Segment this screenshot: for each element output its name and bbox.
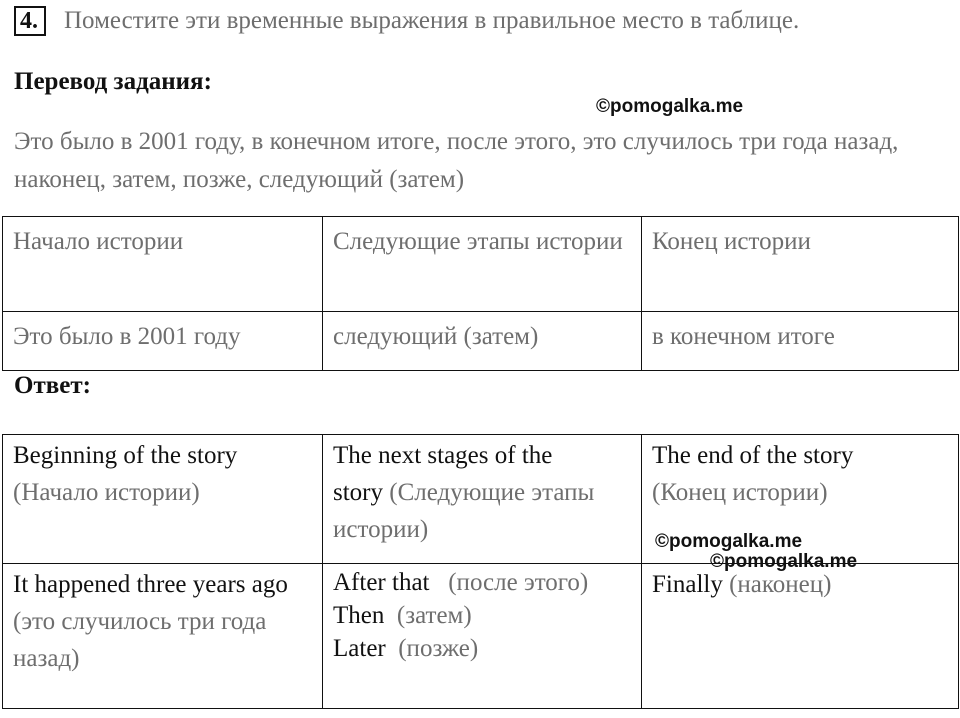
task-header — [14, 4, 799, 38]
cell-english: The next stages of the — [333, 442, 553, 469]
cell-english: Later — [333, 635, 386, 662]
answer-line — [333, 566, 631, 599]
translation-table — [2, 216, 959, 371]
cell-russian: (наконец) — [729, 571, 832, 598]
watermark: ©pomogalka.me — [596, 96, 744, 117]
table-cell — [323, 564, 642, 709]
table-row — [3, 435, 959, 564]
translation-text: Это было в 2001 году, в конечном итоге, после этого, это случилось три года назад, наконец, затем, позже, следующий (затем) — [14, 128, 899, 193]
table-cell: в конечном итоге — [642, 312, 959, 371]
answer-line — [333, 632, 631, 665]
cell-russian: (Начало истории) — [13, 479, 200, 506]
answer-line — [333, 599, 631, 632]
table-cell — [3, 564, 323, 709]
cell-russian: (после этого) — [448, 569, 589, 596]
cell-russian: (затем) — [396, 602, 472, 629]
table-cell: Это было в 2001 году — [3, 312, 323, 371]
translation-heading: Перевод задания: — [14, 68, 212, 95]
cell-english: Then — [333, 602, 385, 629]
table-cell: Начало истории — [3, 217, 323, 312]
cell-english: After that — [333, 569, 430, 596]
table-row — [3, 217, 959, 312]
cell-english: It happened three years ago — [13, 571, 288, 598]
table-cell — [642, 564, 959, 709]
cell-english: Finally — [652, 571, 723, 598]
task-number: 4. — [14, 6, 46, 36]
table-cell: Конец истории — [642, 217, 959, 312]
cell-english: story — [333, 479, 383, 506]
table-cell: Следующие этапы истории — [323, 217, 642, 312]
task-text: Поместите эти временные выражения в правильное место в таблице. — [64, 7, 800, 34]
watermark: ©pomogalka.me — [710, 551, 858, 572]
answer-heading: Ответ: — [14, 372, 91, 399]
cell-english: Beginning of the story — [13, 442, 238, 469]
table-cell: следующий (затем) — [323, 312, 642, 371]
table-cell — [3, 435, 323, 564]
cell-russian: (Конец истории) — [652, 479, 828, 506]
cell-russian: (позже) — [398, 635, 479, 662]
watermark: ©pomogalka.me — [655, 531, 803, 552]
table-row — [3, 564, 959, 709]
cell-russian: (Следующие этапы истории) — [333, 479, 595, 543]
table-cell — [323, 435, 642, 564]
table-row — [3, 312, 959, 371]
cell-russian: (это случилось три года назад) — [13, 608, 267, 672]
cell-english: The end of the story — [652, 442, 854, 469]
